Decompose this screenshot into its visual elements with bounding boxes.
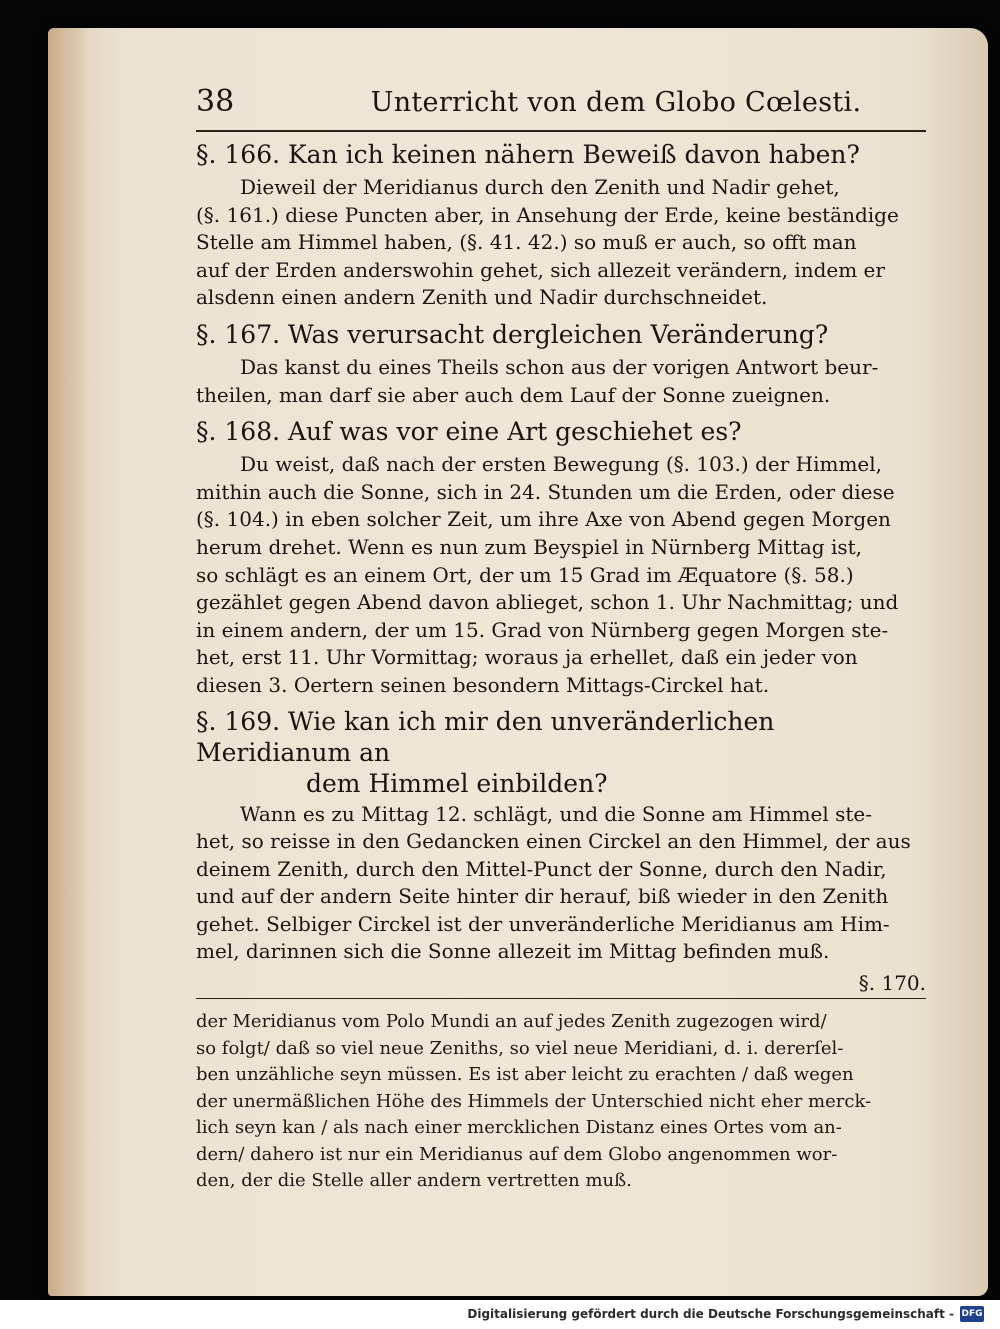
- answer-line: het, erst 11. Uhr Vormittag; woraus ja erhellet, daß ein jeder von: [196, 645, 858, 670]
- answer-line: alsdenn einen andern Zenith und Nadir durchschneidet.: [196, 285, 768, 310]
- answer-line: so schlägt es an einem Ort, der um 15 Grad im Æquatore (§. 58.): [196, 562, 854, 587]
- page-number: 38: [196, 84, 235, 119]
- answer-line: Das kanst du eines Theils schon aus der vorigen Antwort beur-: [240, 354, 879, 379]
- answer-line: diesen 3. Oertern seinen besondern Mittags-Circkel hat.: [196, 672, 770, 697]
- answer-line: (§. 104.) in eben solcher Zeit, um ihre Axe von Abend gegen Morgen: [196, 507, 891, 532]
- answer-line: und auf der andern Seite hinter dir herauf, biß wieder in den Zenith: [196, 884, 889, 909]
- answer-line: Du weist, daß nach der ersten Bewegung (§. 103.) der Himmel,: [240, 452, 882, 477]
- question-169: [196, 706, 926, 799]
- answer-166: [196, 174, 926, 312]
- question-166: §. 166. Kan ich keinen nähern Beweiß davon haben?: [196, 140, 860, 169]
- credit-text: Digitalisierung gefördert durch die Deutsche Forschungsgemeinschaft -: [467, 1307, 954, 1321]
- footnote-line: der Meridianus vom Polo Mundi an auf jedes Zenith zugezogen wird/: [196, 1011, 827, 1033]
- answer-167: [196, 354, 926, 409]
- footnote-line: so folgt/ daß so viel neue Zeniths, so viel neue Meridiani, d. i. dererſel-: [196, 1037, 844, 1059]
- page-gutter-shadow: [48, 28, 88, 1296]
- footnote-line: der unermäßlichen Höhe des Himmels der Unterschied nicht eher merck-: [196, 1090, 872, 1112]
- page-text: [196, 84, 926, 1195]
- answer-line: (§. 161.) diese Puncten aber, in Ansehung der Erde, keine beständige: [196, 202, 899, 227]
- running-head: [196, 84, 926, 132]
- answer-line: auf der Erden anderswohin gehet, sich allezeit verändern, indem er: [196, 257, 885, 282]
- question-168: §. 168. Auf was vor eine Art geschiehet es?: [196, 417, 742, 447]
- answer-line: Dieweil der Meridianus durch den Zenith und Nadir gehet,: [240, 175, 840, 199]
- answer-line: gezählet gegen Abend davon ablieget, schon 1. Uhr Nachmittag; und: [196, 590, 899, 615]
- dfg-logo-icon: DFG: [960, 1306, 984, 1322]
- footnote-line: den, der die Stelle aller andern vertretten muß.: [196, 1170, 632, 1192]
- answer-line: gehet. Selbiger Circkel ist der unveränderliche Meridianus am Him-: [196, 911, 890, 936]
- answer-line: deinem Zenith, durch den Mittel-Punct der Sonne, durch den Nadir,: [196, 856, 887, 881]
- answer-line: Wann es zu Mittag 12. schlägt, und die Sonne am Himmel ste-: [240, 801, 873, 826]
- answer-line: mithin auch die Sonne, sich in 24. Stunden um die Erden, oder diese: [196, 479, 895, 504]
- answer-line: in einem andern, der um 15. Grad von Nürnberg gegen Morgen ste-: [196, 617, 889, 642]
- answer-line: het, so reisse in den Gedancken einen Circkel an den Himmel, der aus: [196, 829, 911, 854]
- question-line: §. 169. Wie kan ich mir den unveränderlichen Meridianum an: [196, 706, 775, 767]
- catchword: §. 170.: [196, 968, 926, 999]
- footnote-line: ben unzähliche seyn müssen. Es ist aber leicht zu erachten / daß wegen: [196, 1064, 854, 1086]
- answer-169: [196, 801, 926, 967]
- question-line: dem Himmel einbilden?: [306, 768, 608, 798]
- running-title: Unterricht von dem Globo Cœlesti.: [370, 87, 862, 118]
- footnote-line: dern/ dahero ist nur ein Meridianus auf dem Globo angenommen wor-: [196, 1143, 838, 1165]
- answer-line: Stelle am Himmel haben, (§. 41. 42.) so muß er auch, so offt man: [196, 230, 857, 255]
- answer-line: theilen, man darf sie aber auch dem Lauf der Sonne zueignen.: [196, 382, 831, 407]
- answer-168: [196, 451, 926, 699]
- answer-line: herum drehet. Wenn es nun zum Beyspiel in Nürnberg Mittag ist,: [196, 534, 863, 559]
- footnote: [196, 1009, 926, 1195]
- credit-bar: [0, 1300, 1000, 1329]
- answer-line: mel, darinnen sich die Sonne allezeit im Mittag befinden muß.: [196, 939, 830, 964]
- footnote-line: lich seyn kan / als nach einer mercklichen Distanz eines Ortes vom an-: [196, 1117, 842, 1139]
- question-167: §. 167. Was verursacht dergleichen Veränderung?: [196, 319, 829, 349]
